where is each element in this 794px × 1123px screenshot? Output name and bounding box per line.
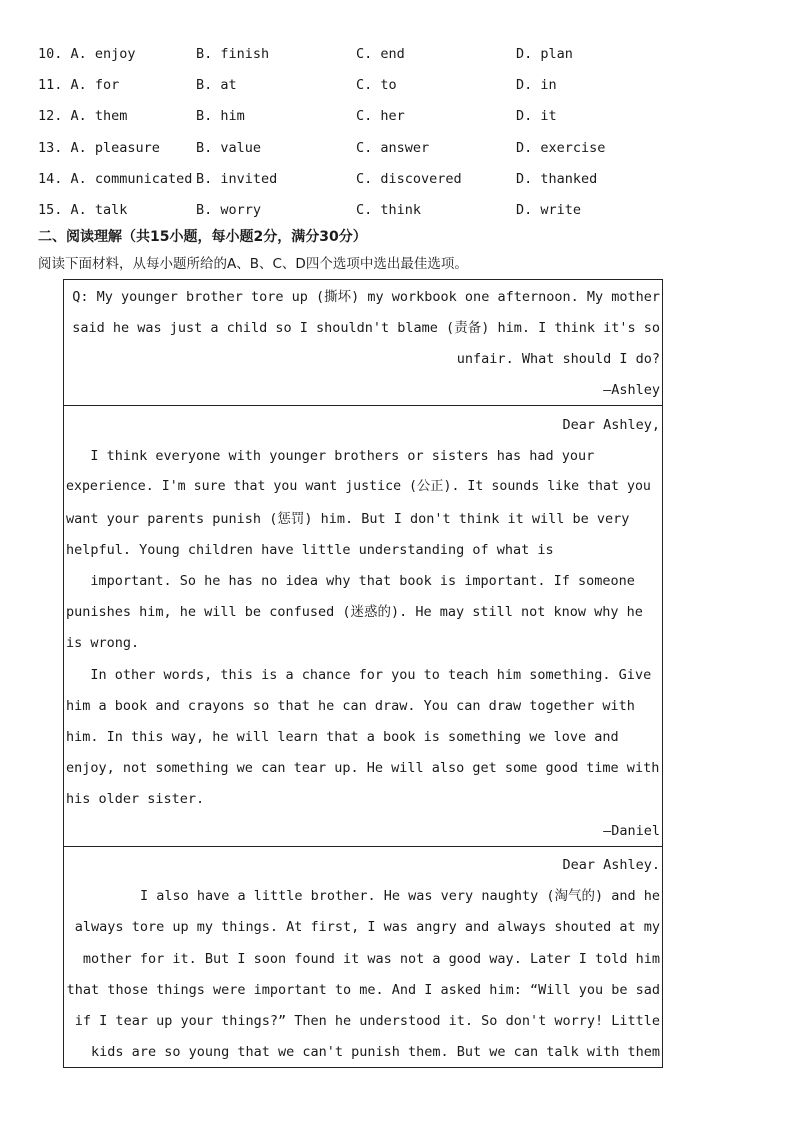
letter-line: want your parents punish (惩罚) him. But I don't think it will be very <box>66 511 630 527</box>
letter-line: mother for it. But I soon found it was not a good way. Later I told him <box>82 951 660 967</box>
letter-line: if I tear up your things?” Then he understood it. So don't worry! Little <box>74 1013 660 1029</box>
letter-line: enjoy, not something we can tear up. He will also get some good time with <box>66 760 660 776</box>
question-line: unfair. What should I do? <box>456 351 660 367</box>
option-c: C. think <box>356 202 422 218</box>
option-a: 14. A. communicated <box>38 171 193 187</box>
option-b: B. finish <box>196 46 270 62</box>
letter-line: him a book and crayons so that he can draw. You can draw together with <box>66 698 635 714</box>
question-signature: —Ashley <box>603 382 660 398</box>
option-c: C. to <box>356 77 397 93</box>
section-instruction: 阅读下面材料，从每小题所给的A、B、C、D四个选项中选出最佳选项。 <box>38 256 468 272</box>
letter-line: In other words, this is a chance for you to teach him something. Give <box>66 667 652 683</box>
option-a: 15. A. talk <box>38 202 128 218</box>
letter-line: I also have a little brother. He was very naughty (淘气的) and he <box>139 888 660 904</box>
letter-line: helpful. Young children have little understanding of what is <box>66 542 554 558</box>
option-d: D. thanked <box>516 171 598 187</box>
letter-signature: —Daniel <box>603 823 660 839</box>
section-title: 二、阅读理解（共15小题，每小题2分，满分30分） <box>38 229 367 245</box>
letter-line: experience. I'm sure that you want justice (公正). It sounds like that you <box>66 479 651 494</box>
letter-line: I think everyone with younger brothers or sisters has had your <box>66 448 595 464</box>
option-a: 13. A. pleasure <box>38 140 160 156</box>
option-a: 11. A. for <box>38 77 120 93</box>
option-d: D. plan <box>516 46 573 62</box>
option-d: D. exercise <box>516 140 606 156</box>
option-c: C. end <box>356 46 405 62</box>
option-a: 12. A. them <box>38 108 128 124</box>
letter-line: that those things were important to me. And I asked him: “Will you be sad <box>66 982 660 998</box>
letter-line: is wrong. <box>66 635 140 651</box>
option-b: B. him <box>196 108 245 124</box>
option-b: B. at <box>196 77 237 93</box>
letter-line: punishes him, he will be confused (迷惑的). He may still not know why he <box>66 604 643 620</box>
option-a: 10. A. enjoy <box>38 46 136 62</box>
letter-greeting: Dear Ashley. <box>562 857 660 873</box>
option-b: B. worry <box>196 202 262 218</box>
letter-line: always tore up my things. At first, I was angry and always shouted at my <box>74 919 660 935</box>
letter-greeting: Dear Ashley, <box>562 417 660 433</box>
option-c: C. answer <box>356 140 430 156</box>
letter-line: important. So he has no idea why that book is important. If someone <box>66 573 635 589</box>
reply-box-daniel <box>63 405 663 847</box>
option-c: C. discovered <box>356 171 462 187</box>
option-d: D. in <box>516 77 557 93</box>
question-line: said he was just a child so I shouldn't blame (责备) him. I think it's so <box>72 320 660 336</box>
letter-line: his older sister. <box>66 791 205 807</box>
option-b: B. invited <box>196 171 278 187</box>
question-line: Q: My younger brother tore up (撕坏) my workbook one afternoon. My mother <box>72 289 660 305</box>
letter-line: him. In this way, he will learn that a book is something we love and <box>66 729 619 745</box>
question-box <box>63 279 663 406</box>
reply-box-second <box>63 846 663 1068</box>
letter-line: kids are so young that we can't punish them. But we can talk with them <box>91 1044 660 1060</box>
option-c: C. her <box>356 108 405 124</box>
option-d: D. write <box>516 202 582 218</box>
option-d: D. it <box>516 108 557 124</box>
option-b: B. value <box>196 140 262 156</box>
